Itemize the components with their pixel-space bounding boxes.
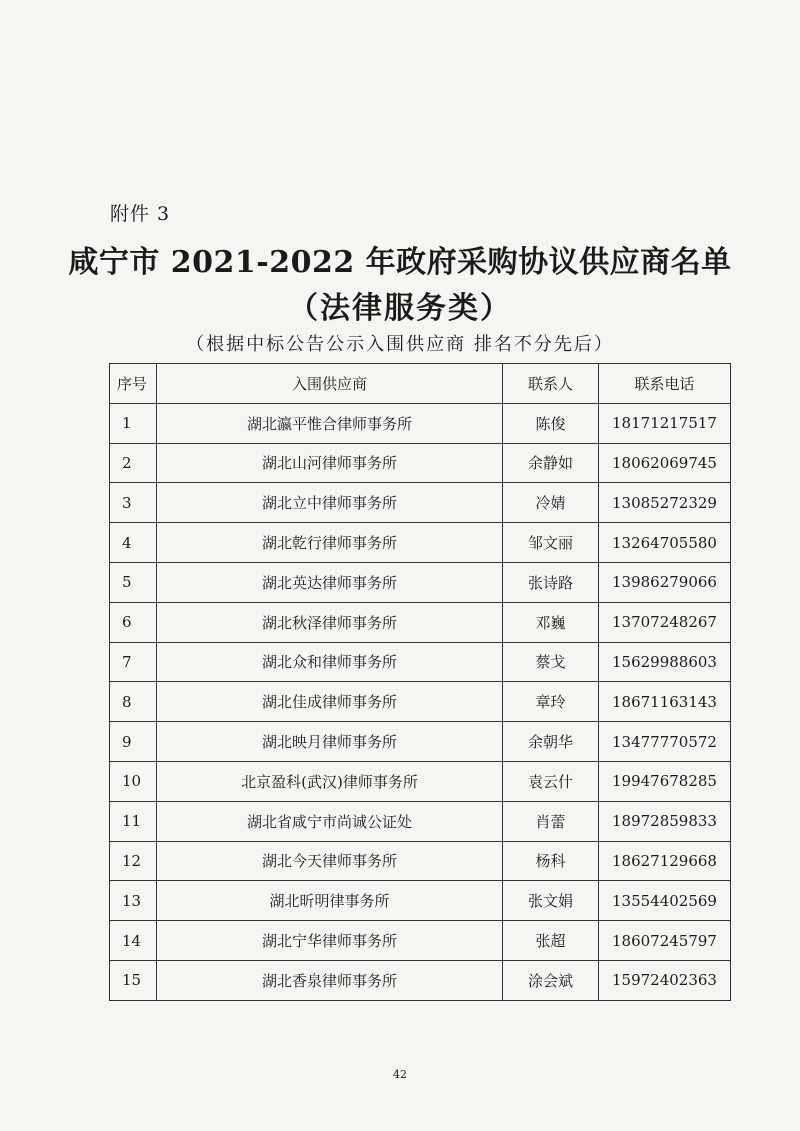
row-supplier: 湖北秋泽律师事务所	[157, 602, 503, 642]
document-subtitle: （法律服务类）	[288, 291, 512, 326]
row-supplier: 湖北众和律师事务所	[157, 642, 503, 682]
table-row	[110, 523, 731, 563]
row-supplier: 湖北乾行律师事务所	[157, 523, 503, 563]
table-row	[110, 682, 731, 722]
table-row	[110, 722, 731, 762]
row-supplier: 湖北香泉律师事务所	[157, 960, 503, 1000]
row-no: 14	[110, 921, 157, 961]
row-no: 12	[110, 841, 157, 881]
table-row	[110, 562, 731, 602]
header-contact: 联系人	[503, 364, 599, 404]
row-supplier: 湖北瀛平惟合律师事务所	[157, 403, 503, 443]
page-number: 42	[393, 1068, 407, 1081]
header-no: 序号	[110, 364, 157, 404]
row-supplier: 湖北今天律师事务所	[157, 841, 503, 881]
table-row	[110, 841, 731, 881]
table-row	[110, 403, 731, 443]
row-no: 5	[110, 562, 157, 602]
row-phone: 18607245797	[599, 921, 731, 961]
row-contact: 余朝华	[503, 722, 599, 762]
row-contact: 袁云什	[503, 761, 599, 801]
row-supplier: 湖北立中律师事务所	[157, 483, 503, 523]
row-phone: 18671163143	[599, 682, 731, 722]
table-row	[110, 801, 731, 841]
document-title: 咸宁市 2021-2022 年政府采购协议供应商名单	[68, 245, 732, 280]
row-phone: 18627129668	[599, 841, 731, 881]
row-supplier: 湖北映月律师事务所	[157, 722, 503, 762]
row-contact: 邹文丽	[503, 523, 599, 563]
row-phone: 13085272329	[599, 483, 731, 523]
row-no: 7	[110, 642, 157, 682]
row-contact: 张诗路	[503, 562, 599, 602]
row-no: 6	[110, 602, 157, 642]
row-no: 1	[110, 403, 157, 443]
row-no: 8	[110, 682, 157, 722]
row-phone: 19947678285	[599, 761, 731, 801]
attachment-label: 附件 3	[110, 203, 171, 225]
row-contact: 张超	[503, 921, 599, 961]
row-no: 15	[110, 960, 157, 1000]
row-no: 10	[110, 761, 157, 801]
row-phone: 15972402363	[599, 960, 731, 1000]
row-phone: 13554402569	[599, 881, 731, 921]
row-contact: 邓巍	[503, 602, 599, 642]
row-contact: 陈俊	[503, 403, 599, 443]
header-supplier: 入围供应商	[157, 364, 503, 404]
row-contact: 余静如	[503, 443, 599, 483]
row-supplier: 湖北省咸宁市尚诚公证处	[157, 801, 503, 841]
row-contact: 蔡戈	[503, 642, 599, 682]
row-no: 3	[110, 483, 157, 523]
row-phone: 13477770572	[599, 722, 731, 762]
table-row	[110, 921, 731, 961]
table-row	[110, 761, 731, 801]
header-phone: 联系电话	[599, 364, 731, 404]
table-row	[110, 642, 731, 682]
row-contact: 涂会斌	[503, 960, 599, 1000]
row-phone: 13707248267	[599, 602, 731, 642]
row-phone: 13264705580	[599, 523, 731, 563]
supplier-table	[109, 363, 731, 1001]
row-no: 13	[110, 881, 157, 921]
row-contact: 冷婧	[503, 483, 599, 523]
row-contact: 章玲	[503, 682, 599, 722]
row-supplier: 湖北英达律师事务所	[157, 562, 503, 602]
row-phone: 18062069745	[599, 443, 731, 483]
table-row	[110, 483, 731, 523]
row-supplier: 湖北佳成律师事务所	[157, 682, 503, 722]
table-row	[110, 960, 731, 1000]
row-no: 9	[110, 722, 157, 762]
row-contact: 张文娟	[503, 881, 599, 921]
row-supplier: 湖北山河律师事务所	[157, 443, 503, 483]
row-phone: 15629988603	[599, 642, 731, 682]
row-no: 11	[110, 801, 157, 841]
row-contact: 杨科	[503, 841, 599, 881]
table-row	[110, 443, 731, 483]
table-header-row	[110, 364, 731, 404]
row-contact: 肖蕾	[503, 801, 599, 841]
row-phone: 18171217517	[599, 403, 731, 443]
document-note: （根据中标公告公示入围供应商 排名不分先后）	[186, 334, 614, 355]
row-supplier: 北京盈科(武汉)律师事务所	[157, 761, 503, 801]
table-row	[110, 602, 731, 642]
row-phone: 13986279066	[599, 562, 731, 602]
row-no: 2	[110, 443, 157, 483]
row-supplier: 湖北宁华律师事务所	[157, 921, 503, 961]
row-no: 4	[110, 523, 157, 563]
row-supplier: 湖北昕明律事务所	[157, 881, 503, 921]
row-phone: 18972859833	[599, 801, 731, 841]
table-row	[110, 881, 731, 921]
